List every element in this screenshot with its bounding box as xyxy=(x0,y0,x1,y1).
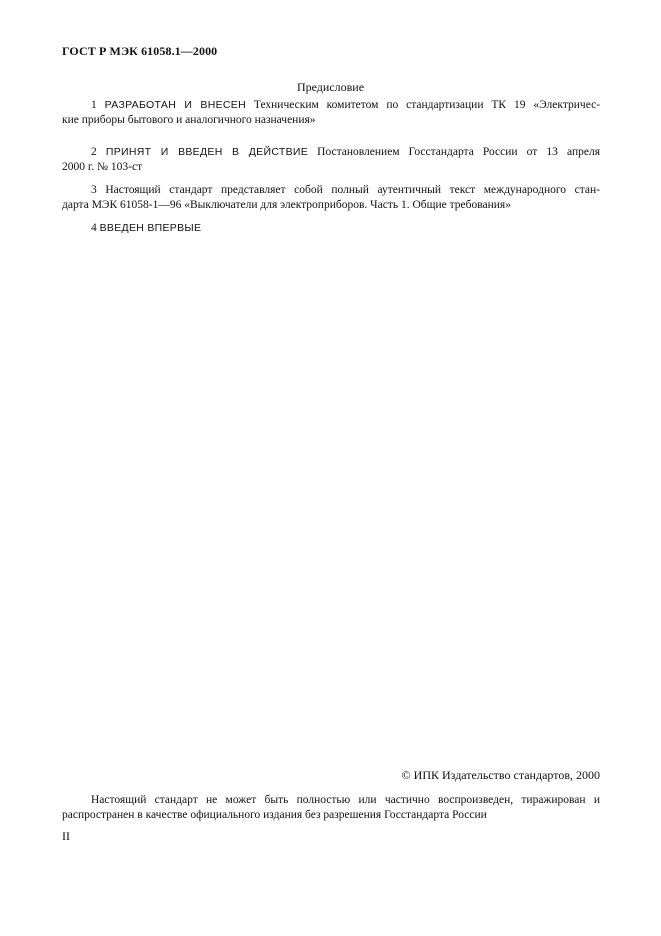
preface-item-2 xyxy=(62,145,600,175)
preface-item-4-caps: ВВЕДЕН ВПЕРВЫЕ xyxy=(99,222,202,234)
preface-item-2-caps: ПРИНЯТ И ВВЕДЕН В ДЕЙСТВИЕ xyxy=(105,146,309,158)
preface-item-4 xyxy=(62,221,600,236)
preface-item-1-caps: РАЗРАБОТАН И ВНЕСЕН xyxy=(104,99,246,111)
preface-item-3-number: 3 xyxy=(91,184,97,196)
preface-item-1-line1 xyxy=(62,98,600,113)
document-code-header: ГОСТ Р МЭК 61058.1—2000 xyxy=(62,44,218,58)
reproduction-notice-line2: распространен в качестве официального издания без разрешения Госстандарта России xyxy=(62,809,487,821)
preface-item-1-text: Техническим комитетом по стандартизации ТК 19 «Электричес- xyxy=(245,99,601,111)
preface-item-4-line1 xyxy=(62,221,600,236)
preface-item-3-line2: дарта МЭК 61058-1—96 «Выключатели для электроприборов. Часть 1. Общие требования» xyxy=(62,199,511,211)
preface-item-2-line2: 2000 г. № 103-ст xyxy=(62,161,143,173)
preface-item-2-text: Постановлением Госстандарта России от 13 апреля xyxy=(308,146,600,158)
page-number: II xyxy=(62,829,70,843)
reproduction-notice xyxy=(62,793,600,823)
preface-item-1 xyxy=(62,98,600,128)
preface-item-3 xyxy=(62,183,600,213)
copyright-line: © ИПК Издательство стандартов, 2000 xyxy=(401,768,600,782)
preface-item-3-line1 xyxy=(62,183,600,198)
preface-item-1-line2: кие приборы бытового и аналогичного назначения» xyxy=(62,114,316,126)
preface-title: Предисловие xyxy=(296,80,365,94)
preface-item-4-number: 4 xyxy=(91,222,97,234)
preface-item-3-text: Настоящий стандарт представляет собой полный аутентичный текст международного стан- xyxy=(105,184,600,196)
preface-item-1-number: 1 xyxy=(91,99,97,111)
preface-item-2-number: 2 xyxy=(91,146,97,158)
preface-item-2-line1 xyxy=(62,145,600,160)
reproduction-notice-line1: Настоящий стандарт не может быть полностью или частично воспроизведен, тиражирован и xyxy=(91,794,600,806)
